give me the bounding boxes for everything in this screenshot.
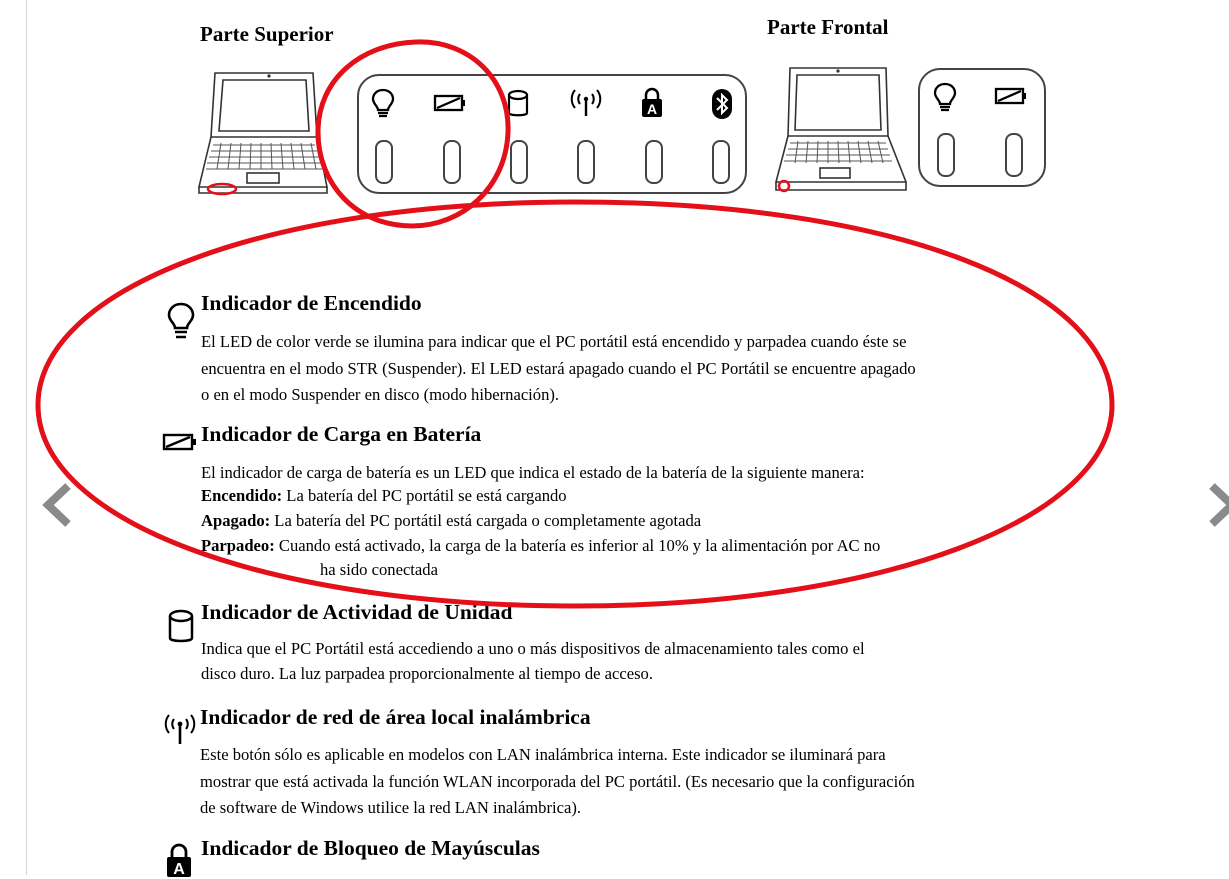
chevron-left-icon[interactable] (40, 482, 74, 528)
front-view-label: Parte Frontal (767, 15, 889, 39)
battery-state-text: La batería del PC portátil se está cargando (282, 486, 567, 505)
battery-state-blink-continuation: ha sido conectada (320, 560, 438, 579)
power-desc-line-3: o en el modo Suspender en disco (modo hibernación). (201, 385, 560, 404)
drive-indicator-title: Indicador de Actividad de Unidad (201, 600, 513, 624)
wlan-desc-line-3: de software de Windows utilice la red LAN inalámbrica). (200, 798, 582, 817)
svg-text:A: A (646, 101, 658, 117)
power-desc-line-1: El LED de color verde se ilumina para indicar que el PC portátil está encendido y parpadea cuando éste se (201, 332, 907, 351)
power-indicator-title: Indicador de Encendido (201, 291, 422, 315)
svg-text:A: A (173, 861, 185, 878)
wlan-desc-line-1: Este botón sólo es aplicable en modelos con LAN inalámbrica interna. Este indicador se iluminará para (200, 745, 886, 764)
top-view-label: Parte Superior (200, 22, 334, 46)
battery-state-text: Cuando está activado, la carga de la batería es inferior al 10% y la alimentación por AC no (274, 536, 881, 555)
battery-indicator-intro: El indicador de carga de batería es un LED que indica el estado de la batería de la siguiente manera: (201, 463, 865, 482)
battery-state-text: La batería del PC portátil está cargada o completamente agotada (270, 511, 702, 530)
capslock-indicator-title: Indicador de Bloqueo de Mayúsculas (201, 836, 540, 860)
battery-state-term: Parpadeo: (201, 536, 275, 555)
wlan-indicator-title: Indicador de red de área local inalámbrica (200, 705, 591, 729)
drive-desc-line-1: Indica que el PC Portátil está accediendo a uno o más dispositivos de almacenamiento tales como el (201, 639, 865, 658)
power-desc-line-2: encuentra en el modo STR (Suspender). El LED estará apagado cuando el PC Portátil se encuentre apagado (201, 358, 916, 378)
battery-indicator-title: Indicador de Carga en Batería (201, 422, 482, 446)
battery-state-term: Encendido: (201, 486, 283, 505)
chevron-right-icon[interactable] (1206, 482, 1229, 528)
wlan-desc-line-2: mostrar que está activada la función WLAN incorporada del PC portátil. (Es necesario que la configuración (200, 771, 915, 791)
drive-desc-line-2: disco duro. La luz parpadea proporcionalmente al tiempo de acceso. (201, 664, 653, 683)
battery-state-term: Apagado: (201, 511, 271, 530)
annotation-circle-leds (318, 42, 508, 226)
annotation-ellipse-section (38, 202, 1112, 606)
